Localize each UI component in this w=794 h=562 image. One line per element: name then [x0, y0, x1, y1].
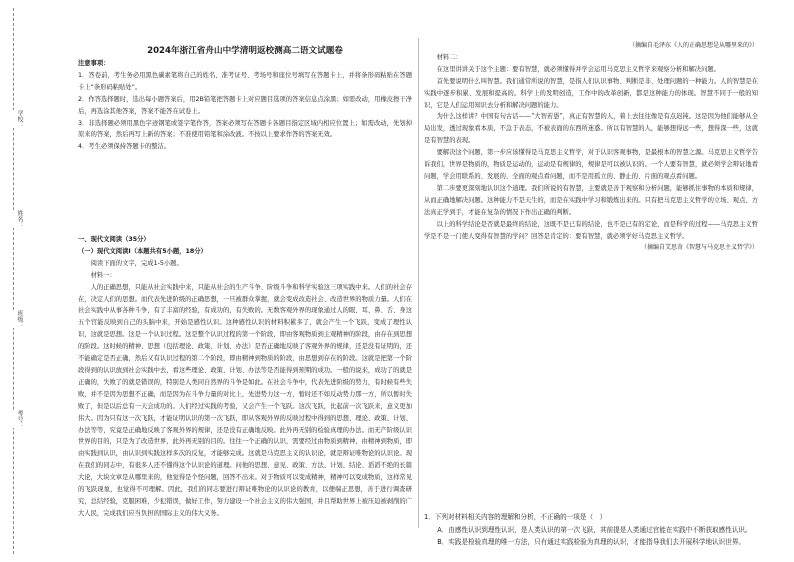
left-column	[78, 0, 412, 562]
notice-item-2: 2．作答选择题时，选出每小题答案后，用2B铅笔把答题卡上对应题目选项的答案信息点涂黑；如需改动，用橡皮擦干净后，再选涂其他答案，答案不能答在试卷上。	[78, 95, 412, 115]
material2-paragraph-6: 以上的科学结论是否就是最终的结论，这既不是已有的结论，也不是已有的定论，而是科学的过程——马克思主义哲学是不是一门使人变得有智慧的学问？回答是肯定的：要有智慧，就必须学好马克思主义哲学。	[424, 220, 758, 240]
notice-item-3: 3．非选择题必须用黑色字迹钢笔或签字笔作答，答案必须写在答题卡各题目指定区域内相应位置上；如需改动，先划掉原来的答案，然后再写上新的答案；不准使用铅笔和涂改液。不按以上要求作答的答案无效。	[78, 119, 412, 139]
right-reading-flow	[424, 40, 758, 510]
material2-source: （摘编自艾思奇《智慧与马克思主义哲学》）	[640, 244, 758, 252]
question-1-stem: 1．下列对材料相关内容的理解和分析，不正确的一项是（ ）	[424, 513, 607, 521]
material2-paragraph-4: 要解决这个问题，第一步应该懂得是马克思主义哲学，对于认识客观事物，是最根本的智慧之源。马克思主义哲学告诉我们，世界是物质的，物质是运动的，运动是有规律的，规律是可以被认识的。一个人要有智慧，就必须学会辩证地看问题，学会用联系的、发展的、全面的观点看问题，而不是用孤立的、静止的、片面的观点看问题。	[424, 149, 758, 180]
binding-label-name: 姓名：	[3, 210, 23, 228]
binding-dashed-line	[13, 8, 14, 554]
binding-label-exam-number: 考号：	[3, 410, 23, 428]
column-divider	[418, 38, 419, 528]
question-1-option-a[interactable]: A．由感性认识到理性认识，是人类认识的第一次飞跃，其前提是人类通过官能在实践中不断获取感性认识。	[437, 525, 752, 534]
binding-margin	[0, 0, 26, 562]
notice-section	[78, 58, 412, 153]
exam-title: 2024年浙江省舟山中学清明返校测高二语文试题卷	[147, 46, 343, 56]
question-1-option-b[interactable]: B．实践是检验真理的唯一方法，只有通过实践检验为真理的认识，才能指导我们去开展科学地认识世界。	[437, 538, 746, 547]
material1-paragraph: 人的正确思想，只能从社会实践中来，只能从社会的生产斗争、阶级斗争和科学实验这三项实践中来。人们的社会存在，决定人们的思想。而代表先进阶级的正确思想，一旦被群众掌握，就会变成改造社会、改造世界的物质力量。人们在社会实践中从事各种斗争，有了丰富的经验，有成功的，有失败的。无数客观外界的现象通过人的眼、耳、鼻、舌、身这五个官能反映到自己的头脑中来，开始是感性认识。这种感性认识的材料积累多了，就会产生一个飞跃，变成了理性认识，这就是思想。这是一个认识过程。这是整个认识过程的第一个阶段，即由客观物质到主观精神的阶段，由存在到思想的阶段。这时候的精神、思想（包括理论、政策、计划、办法）是否正确地反映了客观外界的规律，还是没有证明的，还不能确定是否正确，然后又有认识过程的第二个阶段，即由精神到物质的阶段，由思想到存在的阶段。这就是把第一个阶段得到的认识放到社会实践中去，看这些理论、政策、计划、办法等是否能得到预期的成功。一般的说来，成功了的就是正确的，失败了的就是错误的，特别是人类同自然界的斗争是如此。在社会斗争中，代表先进阶级的势力，有时候有些失败，并不是因为思想不正确，而是因为在斗争力量的对比上，先进势力这一方，暂时还不如反动势力那一方，所以暂时失败了，但是以后总有一天会成功的。人们经过实践的考验，又会产生一个飞跃。这次飞跃，比起前一次飞跃来，意义更加伟大。因为只有这一次飞跃，才能证明认识的第一次飞跃，即从客观外界的反映过程中得到的思想、理论、政策、计划、办法等等，究竟是正确地反映了客观外界的规律，还是没有正确地反映。此外再无别的检验真理的办法。而无产阶级认识世界的目的，只是为了改造世界，此外再无别的目的。往往一个正确的认识，需要经过由物质到精神，由精神到物质，即由实践到认识，由认识到实践这样多次的反复，才能够完成。这就是马克思主义的认识论，就是辩证唯物论的认识论。现在我们的同志中，有很多人还不懂得这个认识论的道理。问他的思想、意见、政策、方法、计划、结论、滔滔不绝的长篇大论，大块文章是从哪里来的，他觉得是个怪问题，回答不出来。对于物质可以变成精神，精神可以变成物质，这样常见的飞跃现象，也觉得不可理解。因此，我们的同志要进行辩证唯物论的认识论的教育，以便端正思想，善于进行调查研究，总结经验，克服困难，少犯错误，做好工作，努力建设一个社会主义的伟大强国，并且帮助世界上被压迫被剥削的广大人民，完成我们应当负担的国际主义的伟大义务。	[78, 283, 412, 517]
material2-paragraph-1: 在这里讲讲关于这个主题：要有智慧，就必须懂得并学会运用马克思主义哲学来观察分析和解决问题。	[436, 65, 720, 73]
material2-label: 材料二：	[436, 53, 462, 61]
reading-instruction: 阅读下面的文字，完成1-5小题。	[90, 259, 183, 267]
binding-label-school: 学校：	[3, 110, 23, 128]
question-1	[424, 511, 758, 549]
material1-label: 材料一：	[90, 271, 116, 279]
material1-source: （摘编自毛泽东《人的正确思想是从哪里来的》）	[628, 42, 758, 49]
section-heading: 一、现代文阅读（35分）	[78, 236, 150, 243]
subsection-heading: （一）现代文阅读Ⅰ（本题共有5小题，18分）	[78, 247, 207, 255]
reading-section	[78, 234, 412, 520]
notice-item-4: 4．考生必须保持答题卡的整洁。	[78, 143, 171, 151]
right-column	[424, 0, 758, 562]
material2-paragraph-5: 第二步要更深刻地认识这个道理。我们所说的有智慧，主要就是善于观察和分析问题，能够抓住事物的本质和规律，从而正确地解决问题。这种能力不是天生的，而是在实践中学习和锻炼出来的。只有把马克思主义哲学的立场、观点、方法真正学到手，才能在复杂的情况下作出正确的判断。	[424, 184, 758, 216]
material2-paragraph-2: 首先要说明什么叫智慧。我们通常所说的智慧，是指人们认识事物、判断是非、处理问题的一种能力。人的智慧是在实践中逐步积累、发展和提高的。科学上的发明创造，工作中的改革创新，都是这种能力的体现。智慧不同于一般的知识，它是人们运用知识去分析和解决问题的能力。	[424, 77, 758, 109]
notice-item-1: 1．答卷前，考生务必用黑色碳素笔将自己的姓名、准考证号、考场号和座位号填写在答题卡上，并将条形码粘贴在答题卡上“条形码粘贴处”。	[78, 71, 412, 91]
binding-label-class: 班级：	[3, 310, 23, 328]
material2-paragraph-3: 为什么这样讲？中国有句古话——“大智若愚”，真正有智慧的人，着上去往往像是有点迟钝。这是因为他们能够从全局出发，透过现象看本质，不急于表态，不被表面的东西所迷惑。所以有智慧的人，能够想得远一些，想得深一些，这就是有智慧的表现。	[424, 113, 758, 145]
notice-heading: 注意事项：	[78, 60, 110, 67]
